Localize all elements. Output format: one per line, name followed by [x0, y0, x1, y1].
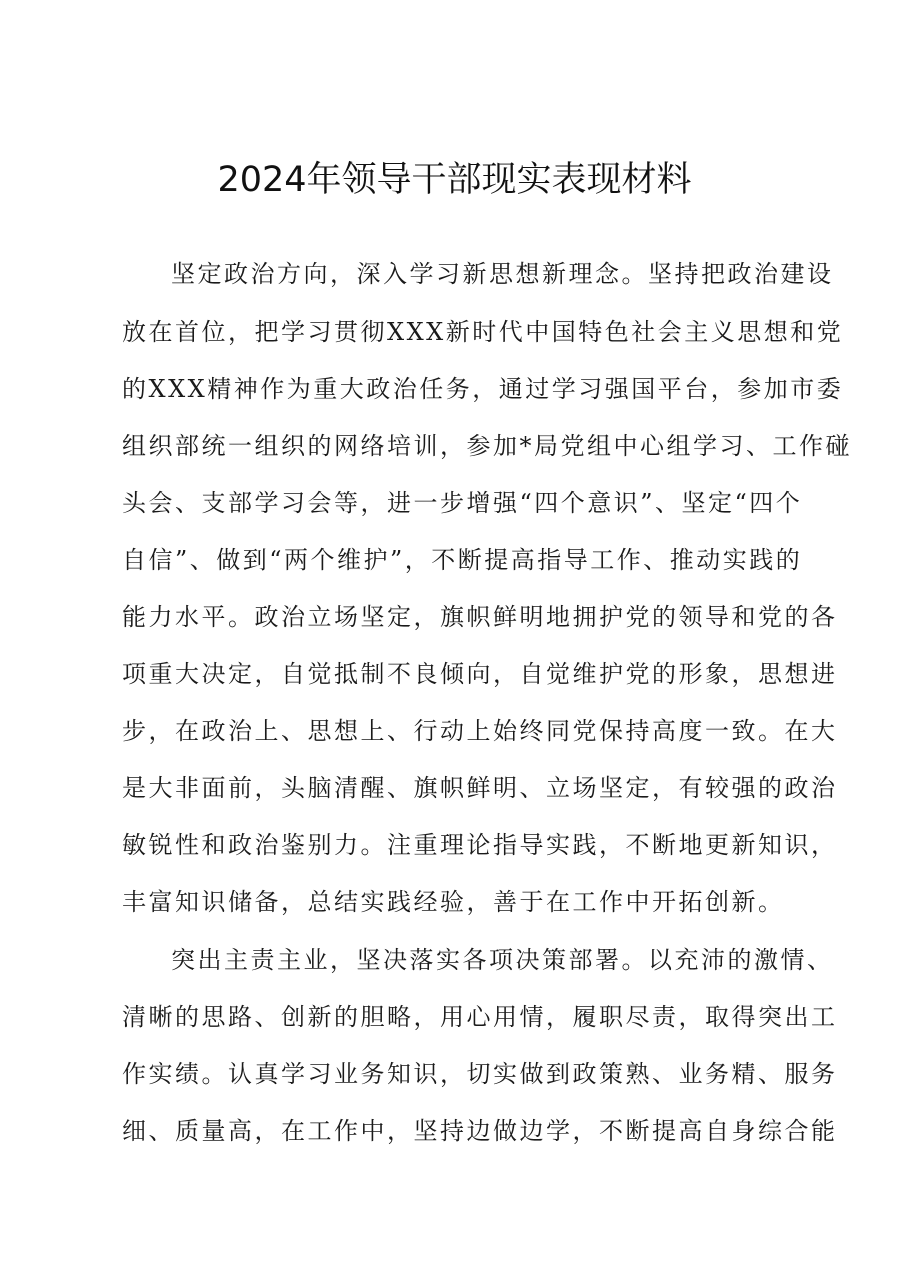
paragraph-line-9: 步，在政治上、思想上、行动上始终同党保持高度一致。在大 [122, 717, 838, 745]
paragraph-line-2: 放在首位，把学习贯彻XXX新时代中国特色社会主义思想和党 [122, 318, 844, 346]
paragraph-line-8: 项重大决定，自觉抵制不良倾向，自觉维护党的形象，思想进 [122, 660, 838, 688]
paragraph-line-14: 清晰的思路、创新的胆略，用心用情，履职尽责，取得突出工 [122, 1003, 838, 1031]
paragraph-line-15: 作实绩。认真学习业务知识，切实做到政策熟、业务精、服务 [122, 1060, 838, 1088]
paragraph-line-3: 的XXX精神作为重大政治任务，通过学习强国平台，参加市委 [122, 375, 844, 403]
paragraph-line-10: 是大非面前，头脑清醒、旗帜鲜明、立场坚定，有较强的政治 [122, 774, 838, 802]
paragraph-line-13: 突出主责主业，坚决落实各项决策部署。以充沛的激情、 [171, 946, 834, 974]
paragraph-line-6: 自信”、做到“两个维护”，不断提高指导工作、推动实践的 [122, 546, 803, 574]
paragraph-line-5: 头会、支部学习会等，进一步增强“四个意识”、坚定“四个 [122, 489, 803, 517]
paragraph-line-12: 丰富知识储备，总结实践经验，善于在工作中开拓创新。 [122, 888, 785, 916]
paragraph-line-11: 敏锐性和政治鉴别力。注重理论指导实践，不断地更新知识， [122, 831, 838, 859]
paragraph-line-16: 细、质量高，在工作中，坚持边做边学，不断提高自身综合能 [122, 1117, 838, 1145]
document-title: 2024年领导干部现实表现材料 [217, 160, 692, 200]
paragraph-line-7: 能力水平。政治立场坚定，旗帜鲜明地拥护党的领导和党的各 [122, 603, 838, 631]
paragraph-line-4: 组织部统一组织的网络培训，参加*局党组中心组学习、工作碰 [122, 432, 852, 460]
paragraph-line-1: 坚定政治方向，深入学习新思想新理念。坚持把政治建设 [171, 260, 834, 288]
